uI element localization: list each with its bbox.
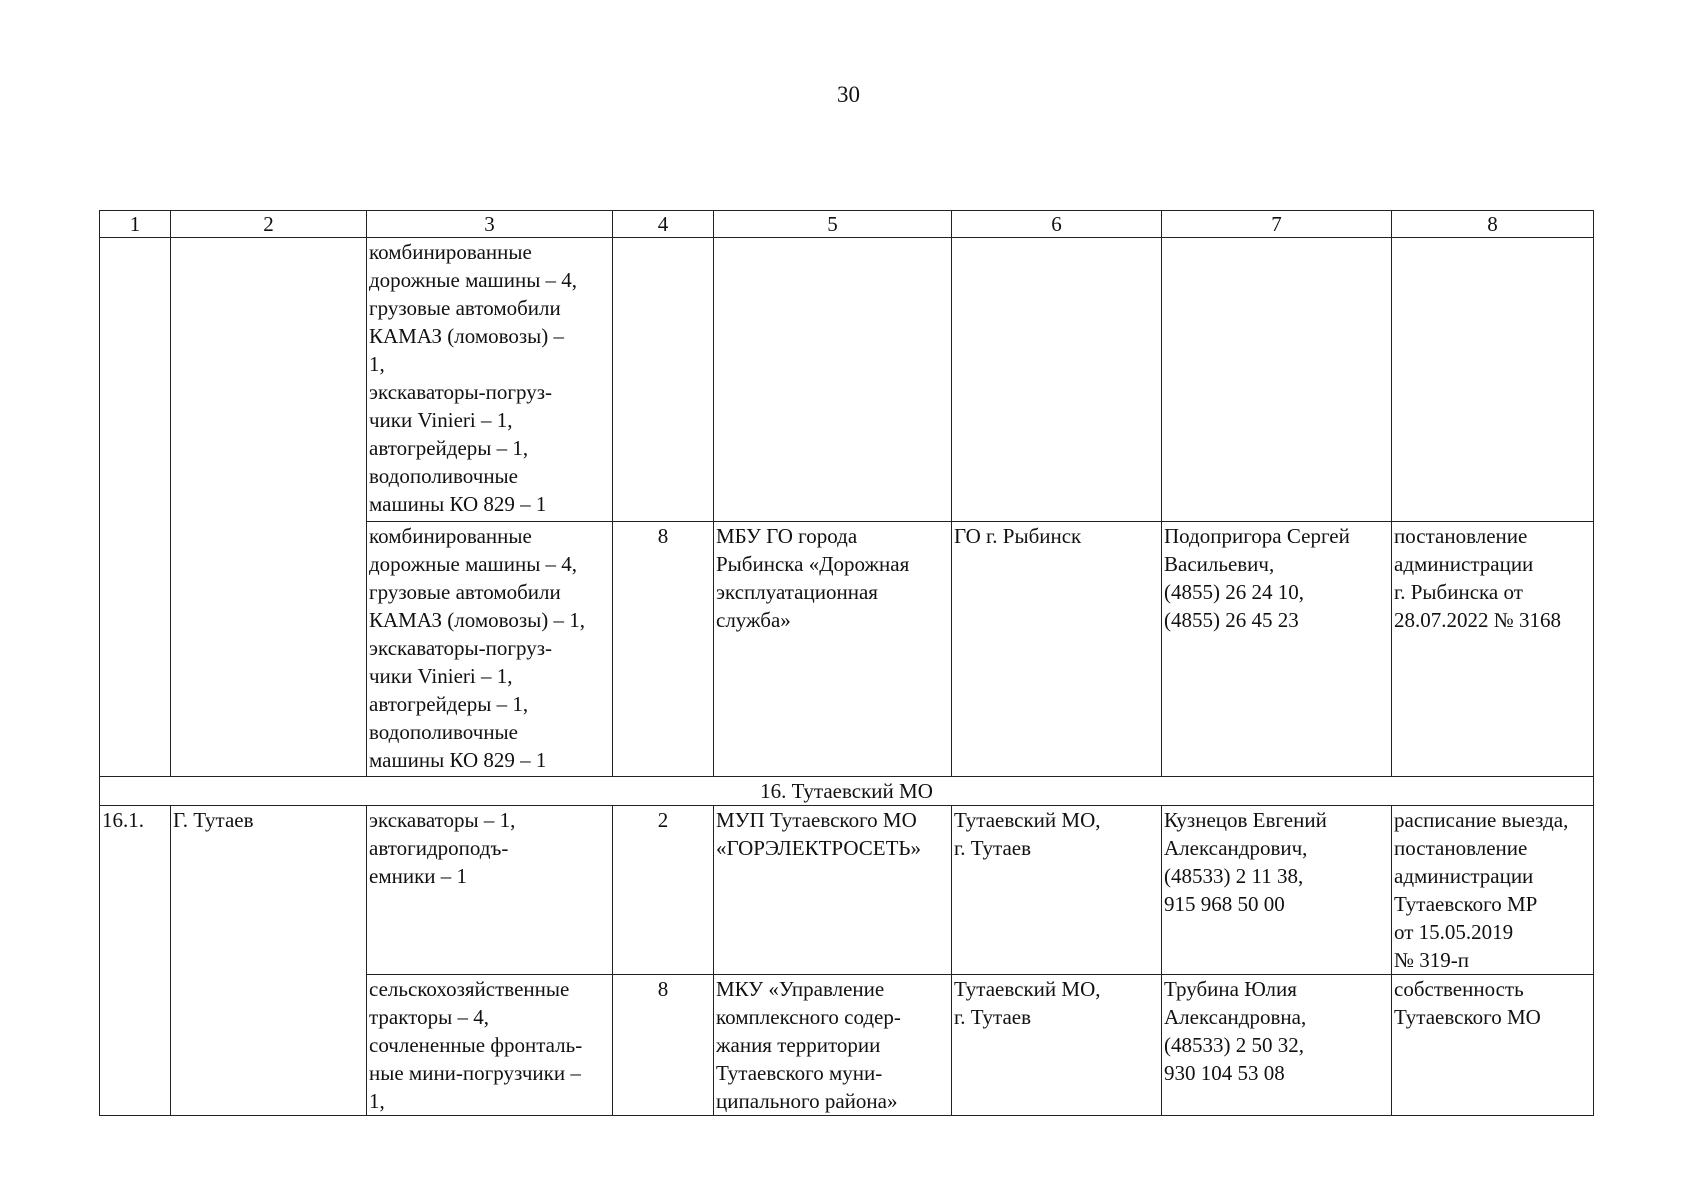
text-line: постановление <box>1394 836 1528 860</box>
count-cell <box>613 238 714 522</box>
text-line: Трубина Юлия <box>1164 977 1297 1001</box>
text-line: тракторы – 4, <box>369 1005 489 1029</box>
text-line: ципального района» <box>716 1089 898 1113</box>
territory-cell <box>952 238 1162 522</box>
text-line: жания территории <box>716 1033 881 1057</box>
number-cell <box>100 238 171 777</box>
text-line: автогидроподъ- <box>369 836 509 860</box>
organization-cell <box>714 238 952 522</box>
contact-cell <box>1162 522 1392 777</box>
text-line: 1, <box>369 1089 385 1113</box>
equipment-cell <box>367 238 613 522</box>
text-line: экскаваторы – 1, <box>369 808 516 832</box>
text-line: Рыбинска «Дорожная <box>716 552 910 576</box>
count-cell: 8 <box>613 975 714 1116</box>
text-line: администрации <box>1394 864 1534 888</box>
text-line: Тутаевского МР <box>1394 892 1538 916</box>
text-line: ные мини-погрузчики – <box>369 1061 581 1085</box>
organization-cell <box>714 975 952 1116</box>
text-line: МУП Тутаевского МО <box>716 808 917 832</box>
text-line: МКУ «Управление <box>716 977 885 1001</box>
column-header: 2 <box>171 211 367 238</box>
basis-cell <box>1392 806 1594 975</box>
text-line: (48533) 2 50 32, <box>1164 1033 1304 1057</box>
contact-cell <box>1162 238 1392 522</box>
text-line: КАМАЗ (ломовозы) – <box>369 324 565 348</box>
settlement-cell <box>171 238 367 777</box>
organization-cell <box>714 522 952 777</box>
territory-cell <box>952 522 1162 777</box>
text-line: Тутаевский МО, <box>954 808 1101 832</box>
text-line: (4855) 26 24 10, <box>1164 580 1304 604</box>
text-line: служба» <box>716 608 791 632</box>
text-line: расписание выезда, <box>1394 808 1569 832</box>
page-number: 30 <box>837 82 860 107</box>
territory-cell <box>952 806 1162 975</box>
text-line: комплексного содер- <box>716 1005 901 1029</box>
text-line: дорожные машины – 4, <box>369 268 578 292</box>
text-line: собственность <box>1394 977 1524 1001</box>
text-line: администрации <box>1394 552 1534 576</box>
organization-cell <box>714 806 952 975</box>
text-line: чики Vinieri – 1, <box>369 408 513 432</box>
text-line: МБУ ГО города <box>716 524 858 548</box>
territory-cell <box>952 975 1162 1116</box>
text-line: экскаваторы-погруз- <box>369 380 553 404</box>
text-line: г. Тутаев <box>954 836 1032 860</box>
text-line: 28.07.2022 № 3168 <box>1394 608 1562 632</box>
text-line: № 319-п <box>1394 948 1470 972</box>
text-line: 1, <box>369 352 385 376</box>
text-line: грузовые автомобили <box>369 580 561 604</box>
text-line: автогрейдеры – 1, <box>369 436 529 460</box>
text-line: дорожные машины – 4, <box>369 552 578 576</box>
text-line: Александрович, <box>1164 836 1308 860</box>
text-line: «ГОРЭЛЕКТРОСЕТЬ» <box>716 836 921 860</box>
equipment-cell <box>367 806 613 975</box>
text-line: г. Тутаев <box>954 1005 1032 1029</box>
text-line: эксплуатационная <box>716 580 878 604</box>
text-line: г. Рыбинска от <box>1394 580 1523 604</box>
text-line: Тутаевский МО, <box>954 977 1101 1001</box>
text-line: водополивочные <box>369 464 518 488</box>
column-header: 7 <box>1162 211 1392 238</box>
text-line: сельскохозяйственные <box>369 977 570 1001</box>
text-line: КАМАЗ (ломовозы) – 1, <box>369 608 586 632</box>
text-line: 915 968 50 00 <box>1164 892 1285 916</box>
text-line: Александровна, <box>1164 1005 1307 1029</box>
text-line: грузовые автомобили <box>369 296 561 320</box>
section-row <box>100 777 1594 806</box>
basis-cell <box>1392 522 1594 777</box>
number-cell: 16.1. <box>100 806 171 1116</box>
text-line: (4855) 26 45 23 <box>1164 608 1299 632</box>
column-header: 3 <box>367 211 613 238</box>
text-line: 930 104 53 08 <box>1164 1061 1285 1085</box>
text-line: автогрейдеры – 1, <box>369 692 529 716</box>
text-line: сочлененные фронталь- <box>369 1033 583 1057</box>
column-header: 6 <box>952 211 1162 238</box>
text-line: (48533) 2 11 38, <box>1164 864 1304 888</box>
column-header: 1 <box>100 211 171 238</box>
text-line: Подопригора Сергей <box>1164 524 1350 548</box>
section-title: 16. Тутаевский МО <box>100 777 1594 806</box>
equipment-cell <box>367 522 613 777</box>
column-header: 8 <box>1392 211 1594 238</box>
contact-cell <box>1162 806 1392 975</box>
text-line: машины КО 829 – 1 <box>369 492 547 516</box>
text-line: постановление <box>1394 524 1528 548</box>
contact-cell <box>1162 975 1392 1116</box>
data-table <box>99 210 1594 1116</box>
text-line: емники – 1 <box>369 864 468 888</box>
count-cell: 2 <box>613 806 714 975</box>
equipment-cell <box>367 975 613 1116</box>
basis-cell <box>1392 975 1594 1116</box>
text-line: от 15.05.2019 <box>1394 920 1514 944</box>
text-line: экскаваторы-погруз- <box>369 636 553 660</box>
text-line: Тутаевского МО <box>1394 1005 1541 1029</box>
table-row <box>100 806 1594 975</box>
text-line: Васильевич, <box>1164 552 1275 576</box>
text-line: ГО г. Рыбинск <box>954 524 1082 548</box>
text-line: водополивочные <box>369 720 518 744</box>
column-number-header-row <box>100 211 1594 238</box>
basis-cell <box>1392 238 1594 522</box>
text-line: машины КО 829 – 1 <box>369 748 547 772</box>
text-line: чики Vinieri – 1, <box>369 664 513 688</box>
text-line: комбинированные <box>369 524 532 548</box>
count-cell: 8 <box>613 522 714 777</box>
column-header: 4 <box>613 211 714 238</box>
table-row <box>100 238 1594 522</box>
settlement-cell: Г. Тутаев <box>171 806 367 1116</box>
text-line: Тутаевского муни- <box>716 1061 883 1085</box>
column-header: 5 <box>714 211 952 238</box>
text-line: комбинированные <box>369 240 532 264</box>
text-line: Кузнецов Евгений <box>1164 808 1327 832</box>
